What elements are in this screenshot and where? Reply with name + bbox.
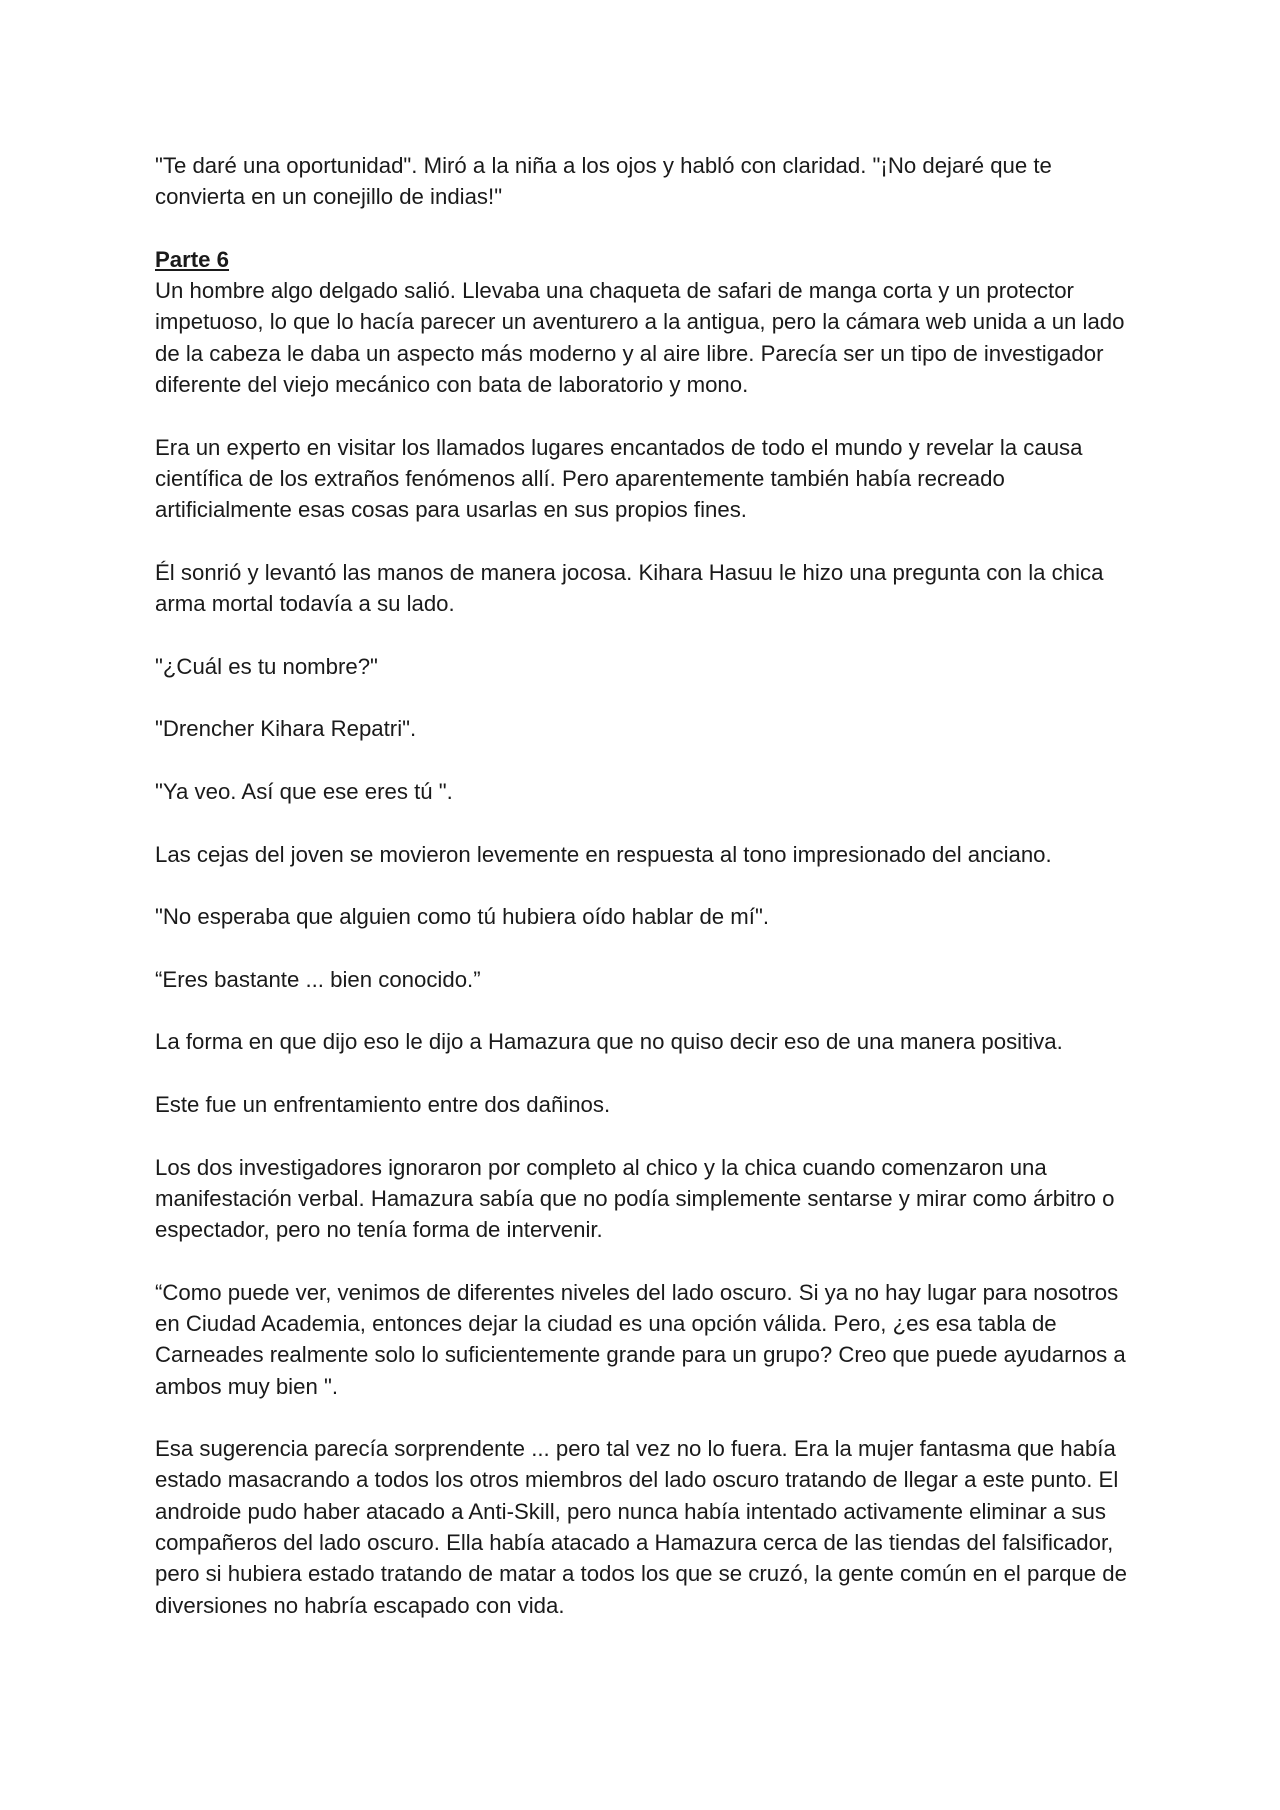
section-heading: Parte 6 (155, 246, 230, 272)
paragraph-intro: "Te daré una oportunidad". Miró a la niña a los ojos y habló con claridad. "¡No dejaré que te convierta en un conejillo de indias!" (155, 153, 1052, 210)
paragraph: La forma en que dijo eso le dijo a Hamazura que no quiso decir eso de una manera positiva. (155, 1029, 1063, 1055)
paragraph: “Como puede ver, venimos de diferentes niveles del lado oscuro. Si ya no hay lugar para nosotros en Ciudad Academia, entonces dejar la ciudad es una opción válida. Pero, ¿es esa tabla de Carneades realmente solo lo suficientemente grande para un grupo? Creo que puede ayudarnos a ambos muy bien ". (155, 1279, 1126, 1399)
paragraph: Era un experto en visitar los llamados lugares encantados de todo el mundo y revelar la causa científica de los extraños fenómenos allí. Pero aparentemente también había recreado artificialmente esas cosas para usarlas en sus propios fines. (155, 434, 1083, 523)
paragraph: Este fue un enfrentamiento entre dos dañinos. (155, 1091, 611, 1117)
paragraph: Un hombre algo delgado salió. Llevaba una chaqueta de safari de manga corta y un protector impetuoso, lo que lo hacía parecer un aventurero a la antigua, pero la cámara web unida a un lado de la cabeza le daba un aspecto más moderno y al aire libre. Parecía ser un tipo de investigador diferente del viejo mecánico con bata de laboratorio y mono. (155, 278, 1125, 398)
paragraph: "Ya veo. Así que ese eres tú ". (155, 778, 453, 804)
document-page (155, 150, 1135, 1652)
paragraph: "No esperaba que alguien como tú hubiera oído hablar de mí". (155, 904, 769, 930)
paragraph: "Drencher Kihara Repatri". (155, 716, 417, 742)
paragraph: Las cejas del joven se movieron levemente en respuesta al tono impresionado del anciano. (155, 841, 1052, 867)
paragraph: Los dos investigadores ignoraron por completo al chico y la chica cuando comenzaron una manifestación verbal. Hamazura sabía que no podía simplemente sentarse y mirar como árbitro o espectador, pero no tenía forma de intervenir. (155, 1154, 1115, 1243)
paragraph: Él sonrió y levantó las manos de manera jocosa. Kihara Hasuu le hizo una pregunta con la chica arma mortal todavía a su lado. (155, 559, 1104, 617)
paragraph: Esa sugerencia parecía sorprendente ... pero tal vez no lo fuera. Era la mujer fantasma que había estado masacrando a todos los otros miembros del lado oscuro tratando de llegar a este punto. El androide pudo haber atacado a Anti-Skill, pero nunca había intentado activamente eliminar a sus compañeros del lado oscuro. Ella había atacado a Hamazura cerca de las tiendas del falsificador, pero si hubiera estado tratando de matar a todos los que se cruzó, la gente común en el parque de diversiones no habría escapado con vida. (155, 1436, 1127, 1618)
paragraph: “Eres bastante ... bien conocido.” (155, 966, 481, 992)
paragraph: "¿Cuál es tu nombre?" (155, 653, 378, 679)
